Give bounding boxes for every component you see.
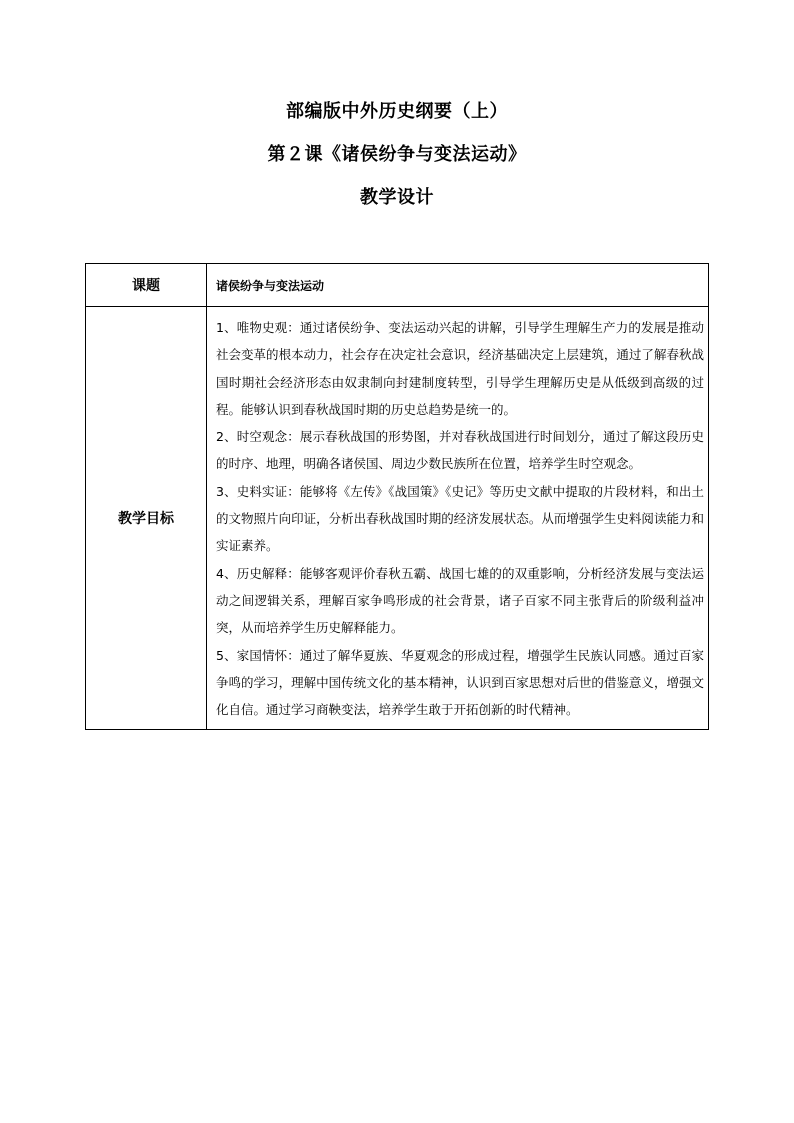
lesson-plan-table — [85, 263, 709, 730]
goals-label-cell: 教学目标 — [86, 307, 207, 730]
document-title-block — [0, 100, 794, 229]
goal-item-interpretation: 4、历史解释：能够客观评价春秋五霸、战国七雄的的双重影响，分析经济发展与变法运动之间逻辑关系，理解百家争鸣形成的社会背景，诸子百家不同主张背后的阶级利益冲突，从而培养学生历史解释能力。 — [216, 565, 704, 636]
topic-label-cell: 课题 — [86, 264, 207, 307]
document-title: 部编版中外历史纲要（上） — [286, 101, 508, 122]
goals-content-cell — [207, 307, 709, 730]
goal-item-spacetime: 2、时空观念：展示春秋战国的形势图，并对春秋战国进行时间划分，通过了解这段历史的时序、地理，明确各诸侯国、周边少数民族所在位置，培养学生时空观念。 — [216, 429, 704, 472]
lesson-title: 第２课《诸侯纷争与变法运动》 — [267, 144, 527, 165]
table-row-goals — [86, 307, 709, 730]
document-subtitle: 教学设计 — [360, 187, 434, 208]
goal-item-patriotism: 5、家国情怀：通过了解华夏族、华夏观念的形成过程，增强学生民族认同感。通过百家争鸣的学习，理解中国传统文化的基本精神，认识到百家思想对后世的借鉴意义，增强文化自信。通过学习商鞅变法，培养学生敢于开拓创新的时代精神。 — [216, 647, 704, 718]
topic-value-cell: 诸侯纷争与变法运动 — [207, 264, 709, 307]
table-row-topic — [86, 264, 709, 307]
goal-item-materialism: 1、唯物史观：通过诸侯纷争、变法运动兴起的讲解，引导学生理解生产力的发展是推动社会变革的根本动力，社会存在决定社会意识，经济基础决定上层建筑，通过了解春秋战国时期社会经济形态由奴隶制向封建制度转型，引导学生理解历史是从低级到高级的过程。能够认识到春秋战国时期的历史总趋势是统一的。 — [216, 320, 704, 417]
goal-item-evidence: 3、史料实证：能够将《左传》《战国策》《史记》等历史文献中提取的片段材料，和出土的文物照片向印证，分析出春秋战国时期的经济发展状态。从而增强学生史料阅读能力和实证素养。 — [216, 483, 704, 554]
